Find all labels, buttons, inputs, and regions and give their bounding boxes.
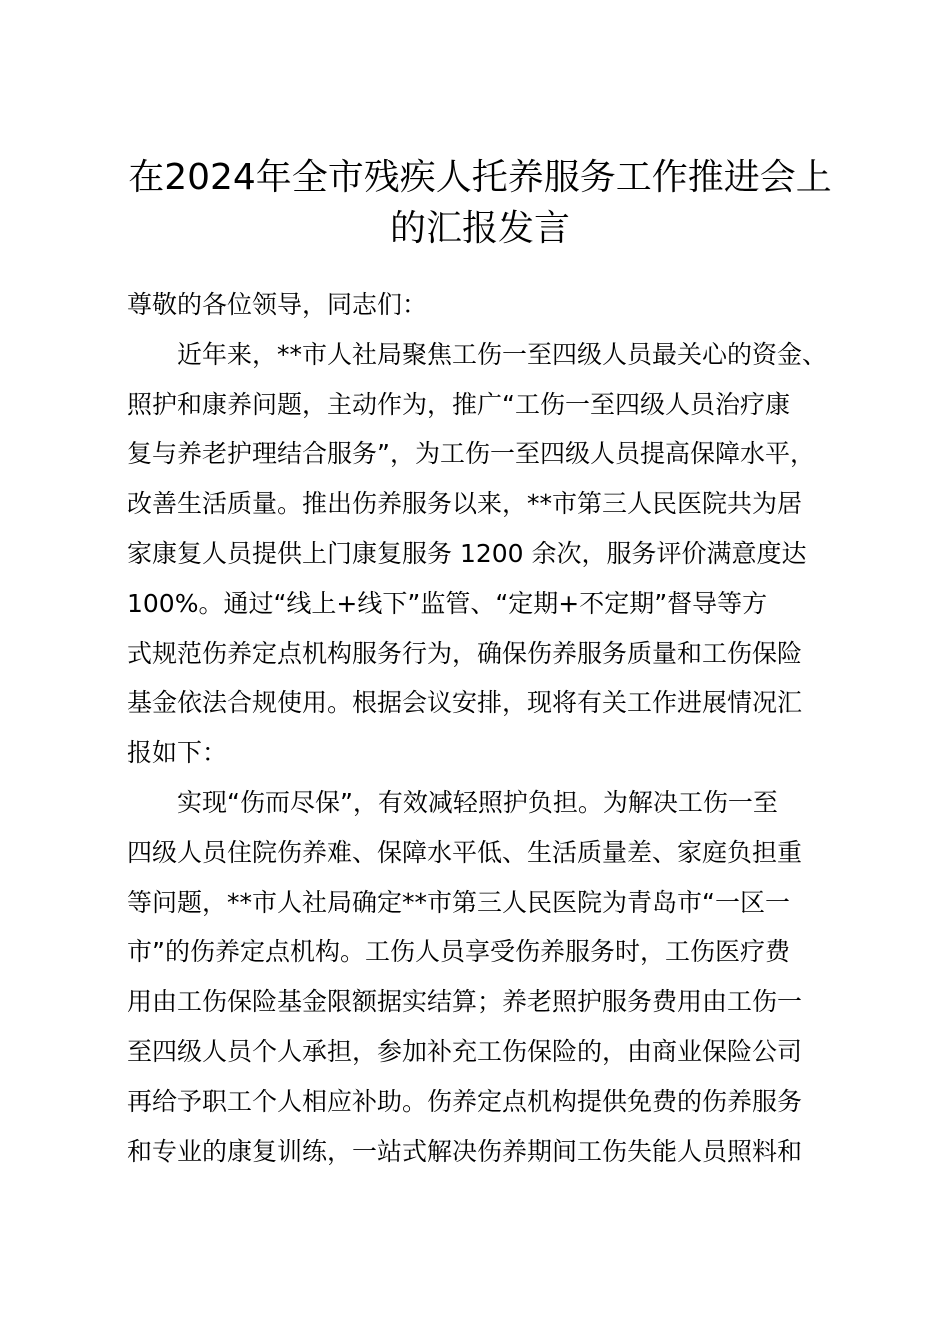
paragraph-2 xyxy=(127,778,857,1176)
title-line-1: 在2024年全市残疾人托养服务工作推进会上 xyxy=(128,157,832,198)
paragraph-1 xyxy=(127,330,857,778)
paragraph-line: 报如下： xyxy=(127,738,228,768)
paragraph-line: 式规范伤养定点机构服务行为，确保伤养服务质量和工伤保险 xyxy=(127,638,803,668)
paragraph-line: 实现“伤而尽保”，有效减轻照护负担。为解决工伤一至 xyxy=(177,787,778,817)
paragraph-line: 再给予职工个人相应补助。伤养定点机构提供免费的伤养服务 xyxy=(127,1086,803,1116)
paragraph-line: 等问题，**市人社局确定**市第三人民医院为青岛市“一区一 xyxy=(127,887,790,917)
paragraph-line: 至四级人员个人承担，参加补充工伤保险的，由商业保险公司 xyxy=(127,1036,803,1066)
salutation: 尊敬的各位领导，同志们： xyxy=(127,290,428,319)
title-line-2: 的汇报发言 xyxy=(389,208,570,249)
paragraph-line: 市”的伤养定点机构。工伤人员享受伤养服务时，工伤医疗费 xyxy=(127,937,790,967)
paragraph-line: 复与养老护理结合服务”，为工伤一至四级人员提高保障水平， xyxy=(127,439,815,469)
paragraph-line: 用由工伤保险基金限额据实结算；养老照护服务费用由工伤一 xyxy=(127,987,803,1017)
paragraph-line: 四级人员住院伤养难、保障水平低、生活质量差、家庭负担重 xyxy=(127,837,803,867)
paragraph-line: 照护和康养问题，主动作为，推广“工伤一至四级人员治疗康 xyxy=(127,389,790,419)
document-body xyxy=(127,280,857,1176)
paragraph-line: 近年来，**市人社局聚焦工伤一至四级人员最关心的资金、 xyxy=(177,339,828,369)
paragraph-line: 家康复人员提供上门康复服务 1200 余次，服务评价满意度达 xyxy=(127,538,807,568)
paragraph-line: 基金依法合规使用。根据会议安排，现将有关工作进展情况汇 xyxy=(127,688,803,718)
document-title xyxy=(120,152,840,254)
paragraph-line: 改善生活质量。推出伤养服务以来，**市第三人民医院共为居 xyxy=(127,489,803,519)
paragraph-line: 100%。通过“线上+线下”监管、“定期+不定期”督导等方 xyxy=(127,588,768,618)
paragraph-line: 和专业的康复训练，一站式解决伤养期间工伤失能人员照料和 xyxy=(127,1136,803,1166)
